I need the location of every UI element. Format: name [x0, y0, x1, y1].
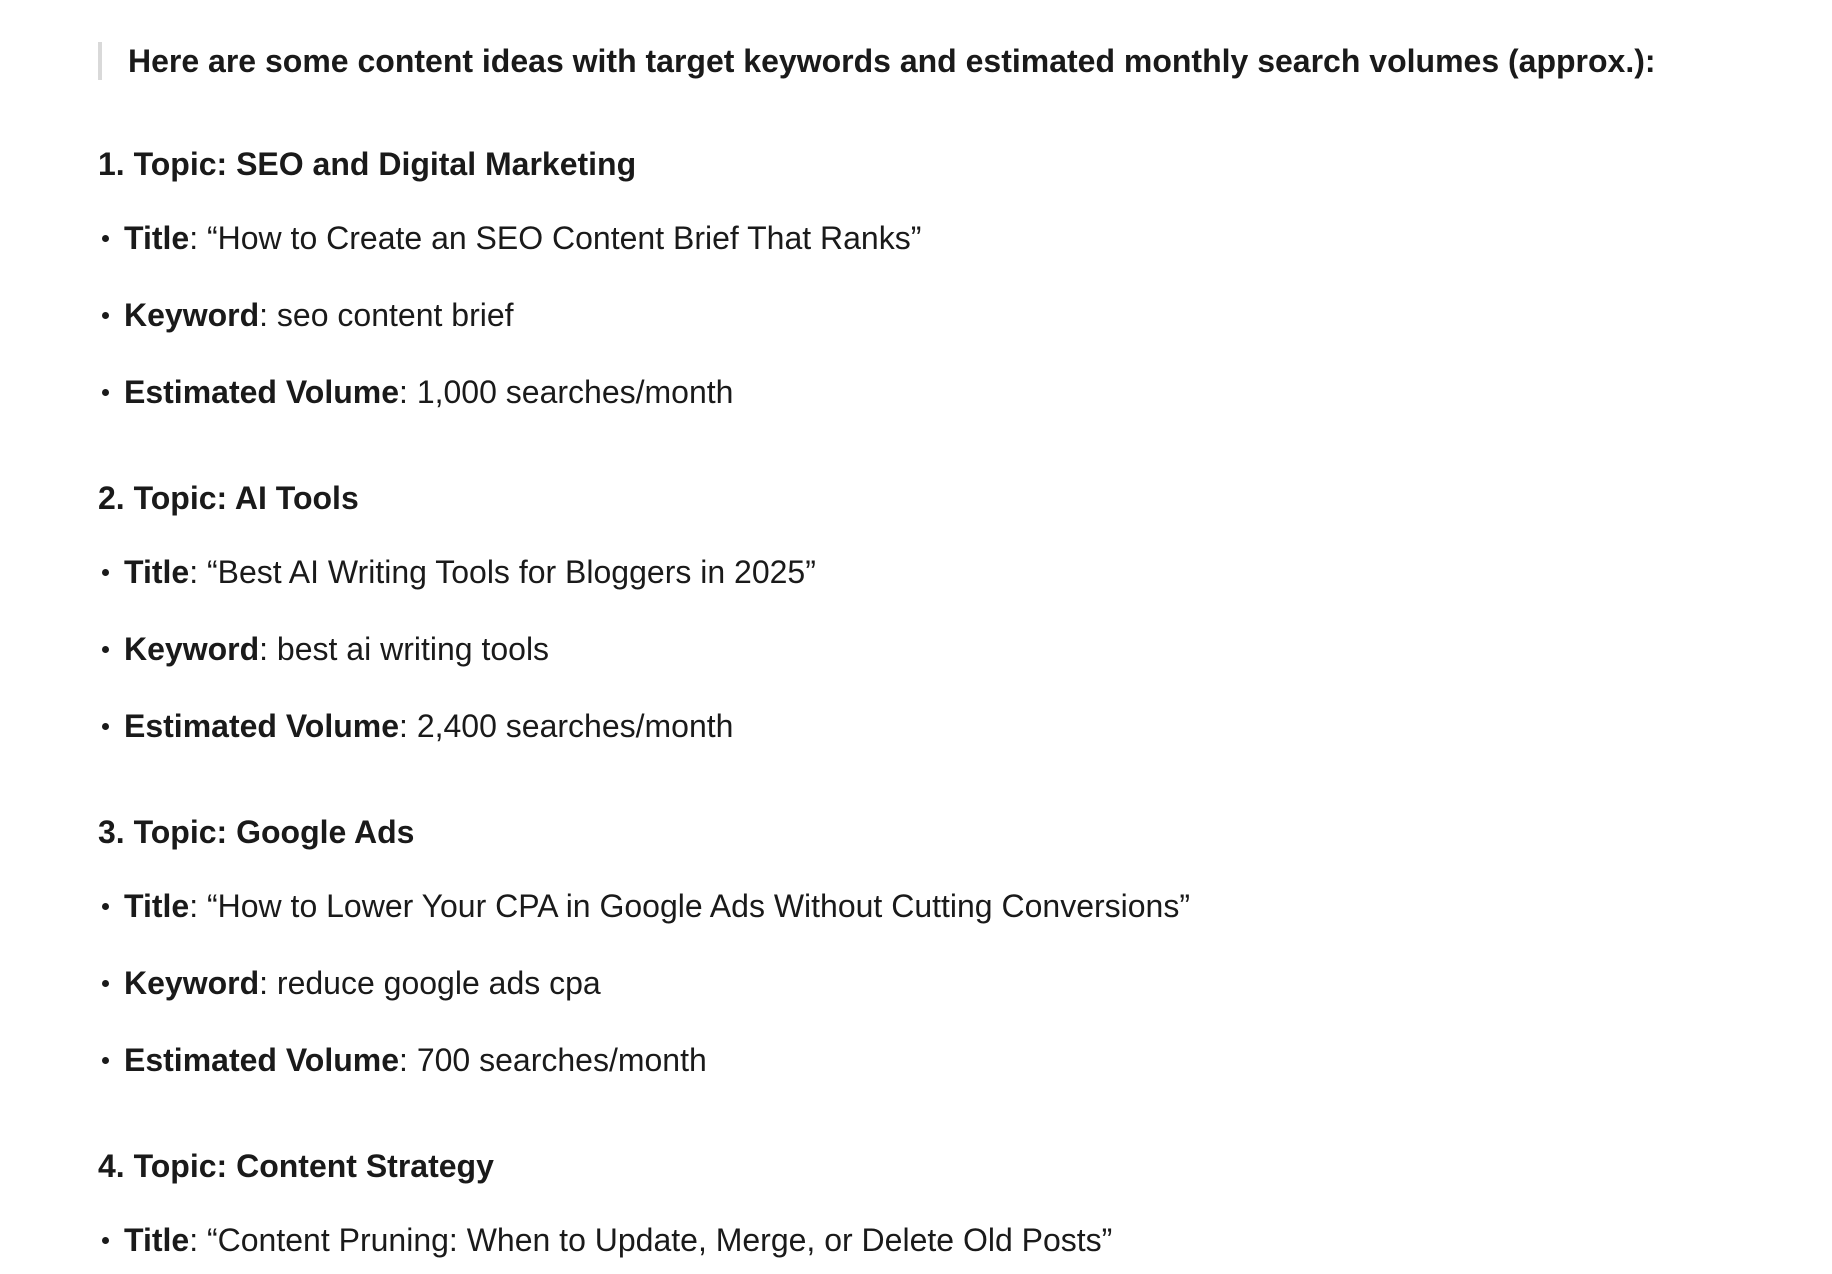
- bullet-icon: [102, 569, 109, 576]
- title-value: “How to Lower Your CPA in Google Ads Without Cutting Conversions”: [206, 888, 1190, 924]
- keyword-value: reduce google ads cpa: [276, 965, 601, 1001]
- list-item-volume: [98, 372, 1778, 412]
- separator: :: [399, 374, 417, 410]
- separator: :: [189, 554, 207, 590]
- topic-section-3: [98, 812, 1778, 1080]
- separator: :: [189, 888, 207, 924]
- topic-details-list: [98, 218, 1778, 412]
- volume-label: Estimated Volume: [124, 374, 400, 410]
- topic-heading: 2. Topic: AI Tools: [98, 480, 359, 516]
- keyword-label: Keyword: [124, 965, 260, 1001]
- title-label: Title: [124, 554, 190, 590]
- title-label: Title: [124, 220, 190, 256]
- topic-details-list: [98, 552, 1778, 746]
- list-item-keyword: [98, 295, 1778, 335]
- title-label: Title: [124, 888, 190, 924]
- intro-blockquote: Here are some content ideas with target keywords and estimated monthly search volumes (approx.):: [98, 42, 1656, 80]
- topic-heading: 4. Topic: Content Strategy: [98, 1148, 494, 1184]
- keyword-label: Keyword: [124, 297, 260, 333]
- volume-value: 2,400 searches/month: [416, 708, 734, 744]
- topic-details-list: [98, 886, 1778, 1080]
- topic-heading: 1. Topic: SEO and Digital Marketing: [98, 146, 637, 182]
- list-item-title: [98, 1220, 1778, 1260]
- separator: :: [399, 1042, 417, 1078]
- topic-section-2: [98, 478, 1778, 746]
- list-item-keyword: [98, 963, 1778, 1003]
- bullet-icon: [102, 235, 109, 242]
- title-value: “Content Pruning: When to Update, Merge, or Delete Old Posts”: [206, 1222, 1113, 1258]
- bullet-icon: [102, 903, 109, 910]
- bullet-icon: [102, 980, 109, 987]
- bullet-icon: [102, 312, 109, 319]
- volume-label: Estimated Volume: [124, 1042, 400, 1078]
- list-item-volume: [98, 706, 1778, 746]
- volume-value: 1,000 searches/month: [416, 374, 734, 410]
- list-item-keyword: [98, 629, 1778, 669]
- separator: :: [259, 965, 277, 1001]
- bullet-icon: [102, 1057, 109, 1064]
- keyword-value: best ai writing tools: [276, 631, 550, 667]
- list-item-title: [98, 218, 1778, 258]
- separator: :: [189, 1222, 207, 1258]
- topic-heading: 3. Topic: Google Ads: [98, 814, 415, 850]
- bullet-icon: [102, 646, 109, 653]
- separator: :: [259, 631, 277, 667]
- title-value: “Best AI Writing Tools for Bloggers in 2025”: [206, 554, 816, 590]
- list-item-volume: [98, 1040, 1778, 1080]
- keyword-label: Keyword: [124, 631, 260, 667]
- list-item-title: [98, 552, 1778, 592]
- volume-value: 700 searches/month: [416, 1042, 707, 1078]
- bullet-icon: [102, 389, 109, 396]
- volume-label: Estimated Volume: [124, 708, 400, 744]
- separator: :: [399, 708, 417, 744]
- bullet-icon: [102, 1237, 109, 1244]
- separator: :: [189, 220, 207, 256]
- topic-section-1: [98, 144, 1778, 412]
- separator: :: [259, 297, 277, 333]
- title-label: Title: [124, 1222, 190, 1258]
- title-value: “How to Create an SEO Content Brief That Ranks”: [206, 220, 922, 256]
- list-item-title: [98, 886, 1778, 926]
- topic-details-list: [98, 1220, 1778, 1260]
- topic-section-4: [98, 1146, 1778, 1260]
- bullet-icon: [102, 723, 109, 730]
- keyword-value: seo content brief: [276, 297, 514, 333]
